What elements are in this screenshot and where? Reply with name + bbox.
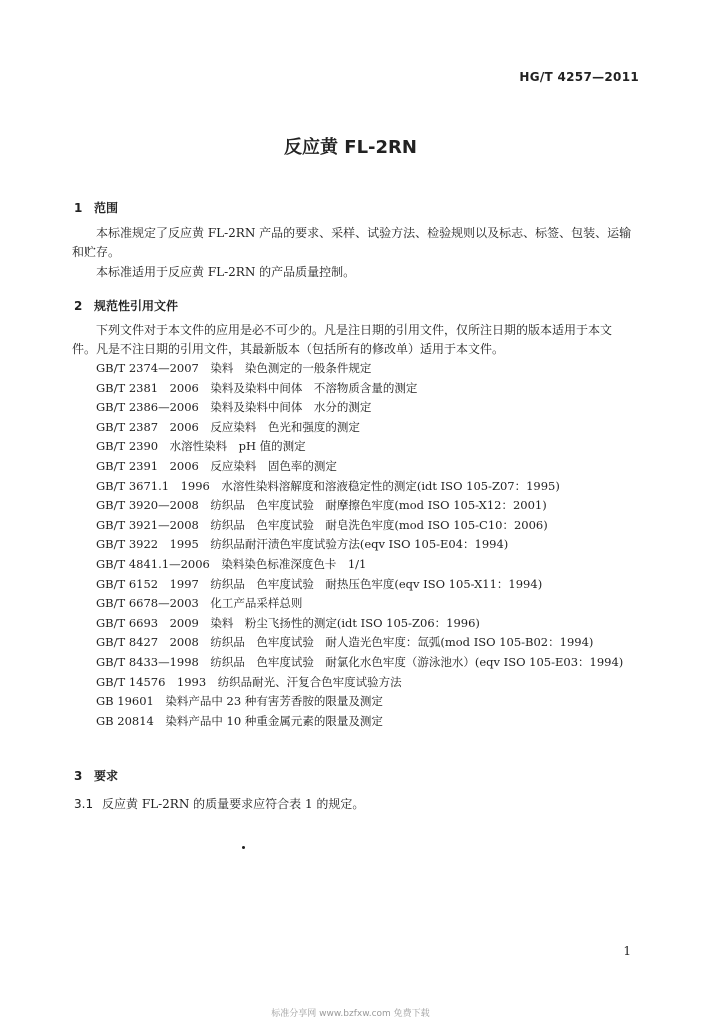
- reference-item: GB/T 3921—2008 纺织品 色牢度试验 耐皂洗色牢度(mod ISO 105-C10：2006): [96, 517, 548, 532]
- section-heading-requirements: [74, 767, 118, 784]
- reference-item: GB/T 2391 2006 反应染料 固色率的测定: [96, 458, 337, 473]
- reference-item: GB/T 3920—2008 纺织品 色牢度试验 耐摩擦色牢度(mod ISO 105-X12：2001): [96, 498, 547, 513]
- reference-item: GB/T 8427 2008 纺织品 色牢度试验 耐人造光色牢度：氙弧(mod ISO 105-B02：1994): [96, 635, 594, 650]
- reference-item: GB/T 2386—2006 染料及染料中间体 水分的测定: [96, 400, 372, 415]
- section-heading-scope: [74, 199, 118, 216]
- section-number: 1: [74, 201, 83, 215]
- scope-paragraph-2: 本标准适用于反应黄 FL-2RN 的产品质量控制。: [96, 265, 356, 279]
- reference-item: GB/T 2374—2007 染料 染色测定的一般条件规定: [96, 361, 372, 375]
- section-title: 要求: [94, 769, 119, 783]
- reference-item: GB/T 4841.1—2006 染料染色标准深度色卡 1/1: [96, 556, 367, 571]
- reference-item: GB/T 6152 1997 纺织品 色牢度试验 耐热压色牢度(eqv ISO 105-X11：1994): [96, 576, 543, 591]
- reference-list: [72, 359, 634, 731]
- reference-item: GB/T 2387 2006 反应染料 色光和强度的测定: [96, 419, 360, 434]
- reference-item: GB/T 8433—1998 纺织品 色牢度试验 耐氯化水色牢度（游泳池水）(eqv ISO 105-E03：1994): [96, 654, 624, 669]
- section-heading-normative-refs: [74, 297, 178, 314]
- page-number: 1: [623, 944, 631, 958]
- reference-item: GB 20814 染料产品中 10 种重金属元素的限量及测定: [96, 713, 383, 728]
- normative-refs-intro: 下列文件对于本文件的应用是必不可少的。凡是注日期的引用文件，仅所注日期的版本适用于本文件。凡是不注日期的引用文件，其最新版本（包括所有的修改单）适用于本文件。: [72, 323, 613, 356]
- standard-code: HG/T 4257—2011: [519, 70, 639, 84]
- scan-speck: [242, 846, 245, 849]
- reference-item: GB/T 3671.1 1996 水溶性染料溶解度和溶液稳定性的测定(idt ISO 105-Z07：1995): [96, 478, 560, 493]
- reference-item: GB/T 2381 2006 染料及染料中间体 不溶物质含量的测定: [96, 380, 418, 395]
- section-number: 2: [74, 299, 83, 313]
- reference-item: GB/T 6693 2009 染料 粉尘飞扬性的测定(idt ISO 105-Z06：1996): [96, 615, 480, 630]
- scope-paragraph-1: 本标准规定了反应黄 FL-2RN 产品的要求、采样、试验方法、检验规则以及标志、标签、包装、运输和贮存。: [72, 226, 632, 259]
- clause-number: 3.1: [74, 797, 94, 811]
- document-title: 反应黄 FL-2RN: [284, 137, 417, 158]
- reference-item: GB/T 2390 水溶性染料 pH 值的测定: [96, 439, 306, 454]
- reference-item: GB/T 6678—2003 化工产品采样总则: [96, 596, 303, 611]
- reference-item: GB/T 3922 1995 纺织品耐汗渍色牢度试验方法(eqv ISO 105-E04：1994): [96, 537, 509, 552]
- watermark: 标准分享网 www.bzfxw.com 免费下载: [271, 1009, 430, 1019]
- reference-item: GB/T 14576 1993 纺织品耐光、汗复合色牢度试验方法: [96, 674, 402, 689]
- clause-text: 反应黄 FL-2RN 的质量要求应符合表 1 的规定。: [102, 797, 365, 811]
- section-title: 范围: [94, 201, 119, 215]
- reference-item: GB 19601 染料产品中 23 种有害芳香胺的限量及测定: [96, 694, 383, 709]
- requirement-clause: [74, 795, 364, 812]
- section-number: 3: [74, 769, 83, 783]
- section-title: 规范性引用文件: [94, 299, 179, 313]
